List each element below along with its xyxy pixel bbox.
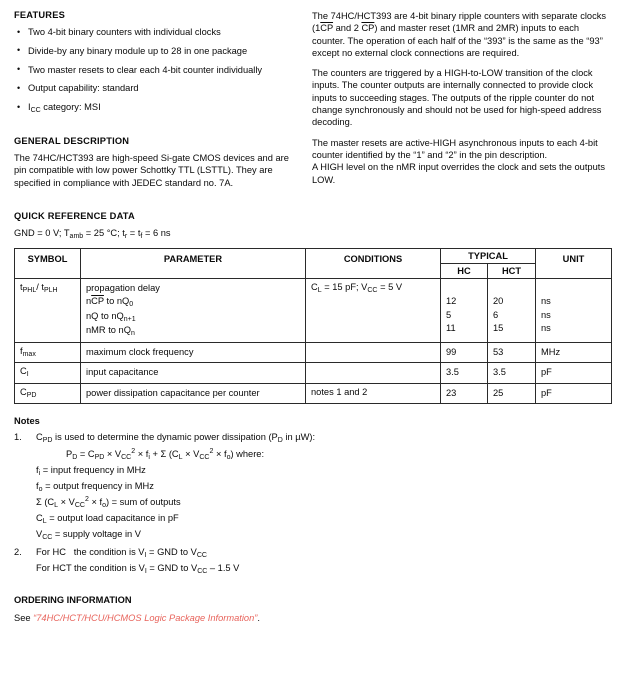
intro-paragraph: A HIGH level on the nMR input overrides the clock and sets the outputs LOW. [312, 162, 606, 185]
note-text: $C_{PD}$ is used to determine the dynamic power dissipation ($P_D$ in µW): [36, 432, 316, 445]
table-header-row [15, 248, 612, 263]
intro-paragraph: The master resets are active-HIGH asynchronous inputs to each 4-bit counter identified by the “1” and “2” in the pin description. [312, 137, 598, 160]
cell-unit: pF [536, 383, 612, 404]
cell-unit: pF [536, 363, 612, 384]
column-header-symbol: SYMBOL [15, 248, 81, 278]
quick-reference-heading: QUICK REFERENCE DATA [14, 210, 135, 221]
note-2-line: For HCT the condition is $V_I$ = GND to $V_{CC} - 1.5$ V [36, 563, 240, 576]
note-1-formula: $P_D = C_{PD} \times V_{CC}^2 \times f_i + \Sigma$ $(C_L \times V_{CC}^2 \times f_o)$ where: [66, 448, 265, 462]
column-header-hc: HC [441, 263, 488, 278]
note-2-line: For HC the condition is $V_I$ = GND to $V_{CC}$ [36, 547, 207, 560]
column-header-parameter: PARAMETER [81, 248, 306, 278]
cell-symbol: $t_{PHL}/$ $t_{PLH}$ [15, 278, 81, 342]
cell-parameter: propagation delay $n\overline{CP}$ to $nQ_0$ nQ to $nQ_{n+1}$ nMR to $nQ_n$ [81, 278, 306, 342]
features-list [14, 26, 300, 115]
cell-conditions [306, 342, 441, 363]
table-row [15, 363, 612, 384]
ordering-section [0, 595, 626, 624]
ordering-text [14, 612, 612, 624]
intro-paragraph: The counters are triggered by a HIGH-to-LOW transition of the clock inputs. The counter outputs are internally connected to provide clock inputs to succeeding stages. The outputs of the ripple counter do not change synchronously and should not be used for high-speed address decoding. [312, 68, 602, 128]
ordering-trailing-period: . [257, 613, 260, 624]
cell-conditions: notes 1 and 2 [306, 383, 441, 404]
table-row [15, 278, 612, 342]
note-number: 1. [14, 432, 22, 443]
table-row [15, 383, 612, 404]
package-information-link[interactable]: “74HC/HCT/HCU/HCMOS Logic Package Information” [33, 613, 258, 624]
note-number: 2. [14, 547, 22, 558]
list-item: • Two master resets to clear each 4-bit counter individually [14, 64, 300, 76]
list-item: • $I_{CC}$ category: MSI [14, 101, 300, 115]
top-columns [0, 0, 626, 197]
cell-hct: 3.5 [488, 363, 536, 384]
cell-parameter: maximum clock frequency [81, 342, 306, 363]
column-header-unit: UNIT [536, 248, 612, 278]
quick-reference-conditions: GND = 0 V; $T_{amb} = 25$ °C; $t_r = t_f = 6$ ns [14, 227, 171, 240]
quick-reference-table [14, 248, 612, 405]
cell-hc: 99 [441, 342, 488, 363]
cell-parameter: power dissipation capacitance per counter [81, 383, 306, 404]
cell-unit: ns ns ns [536, 278, 612, 342]
cell-symbol: $f_{max}$ [15, 342, 81, 363]
cell-parameter: input capacitance [81, 363, 306, 384]
note-1-definition: Σ $(C_L \times V_{CC}^2 \times f_o)$ = sum of outputs [36, 496, 181, 510]
table-header [15, 248, 612, 278]
cell-conditions: $C_L = 15$ pF; $V_{CC} = 5$ V [306, 278, 441, 342]
cell-hct: 25 [488, 383, 536, 404]
notes-section [0, 416, 626, 577]
cell-symbol: $C_I$ [15, 363, 81, 384]
list-item: • Two 4-bit binary counters with individual clocks [14, 26, 300, 38]
note-1-definition: $f_o$ = output frequency in MHz [36, 481, 154, 494]
ordering-see-label: See [14, 613, 31, 624]
left-column [14, 10, 300, 197]
features-heading: FEATURES [14, 10, 66, 20]
general-description-paragraph: The 74HC/HCT393 are high-speed Si-gate CMOS devices and are pin compatible with low power Schottky TTL (LSTTL). They are specified in compliance with JEDEC standard no. 7A. [14, 152, 289, 188]
notes-heading: Notes [14, 416, 40, 427]
column-header-conditions: CONDITIONS [306, 248, 441, 278]
quick-reference-section [0, 211, 626, 405]
cell-hct: 53 [488, 342, 536, 363]
note-1-definition: $V_{CC}$ = supply voltage in V [36, 529, 141, 542]
list-item: • Divide-by any binary module up to 28 in one package [14, 45, 300, 57]
cell-unit: MHz [536, 342, 612, 363]
intro-paragraph: The 74HC/HCT393 are 4-bit binary ripple counters with separate clocks ($1\overline{CP}$ and 2 $\overline{CP}$) and master reset (1MR and 2MR) inputs to each counter. The operation of each half of the “393” is the same as the “93” except no external clock connections are required. [312, 11, 607, 58]
cell-hc: 3.5 [441, 363, 488, 384]
ordering-heading: ORDERING INFORMATION [14, 595, 132, 606]
table-row [15, 342, 612, 363]
note-1 [14, 430, 612, 446]
note-1-definition: $f_i$ = input frequency in MHz [36, 465, 146, 478]
right-column [312, 10, 612, 197]
table-body [15, 278, 612, 404]
cell-hct: 20 6 15 [488, 278, 536, 342]
cell-symbol: $C_{PD}$ [15, 383, 81, 404]
note-1-definition: $C_L$ = output load capacitance in pF [36, 513, 179, 526]
cell-conditions [306, 363, 441, 384]
note-2 [14, 545, 612, 577]
column-header-hct: HCT [488, 263, 536, 278]
list-item: • Output capability: standard [14, 82, 300, 94]
cell-hc: 12 5 11 [441, 278, 488, 342]
column-header-typical: TYPICAL [441, 248, 536, 263]
cell-hc: 23 [441, 383, 488, 404]
general-description-heading: GENERAL DESCRIPTION [14, 135, 130, 146]
note-text [36, 545, 612, 577]
